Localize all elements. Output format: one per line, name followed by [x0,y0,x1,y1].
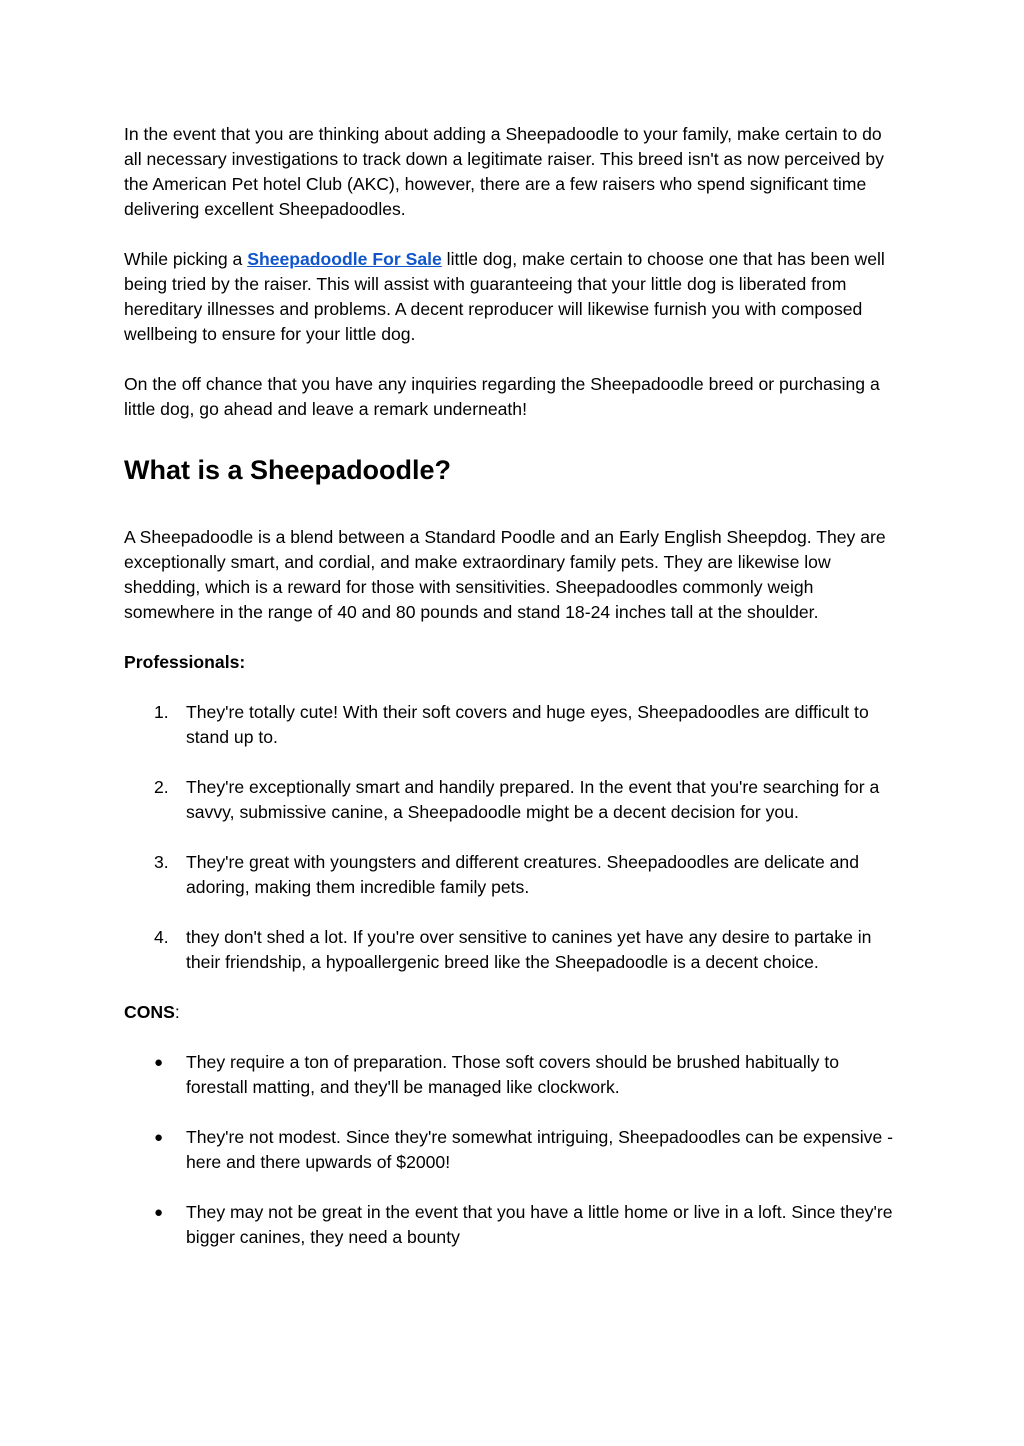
section-heading: What is a Sheepadoodle? [124,455,452,485]
sheepadoodle-for-sale-link[interactable]: Sheepadoodle For Sale [247,249,442,269]
section-paragraph: A Sheepadoodle is a blend between a Standard Poodle and an Early English Sheepdog. They are exceptionally smart, and cordial, and make extraordinary family pets. They are likewise low shedding, which is a reward for those with sensitivities. Sheepadoodles commonly weigh somewhere in the range of 40 and 80 pounds and stand 18-24 inches tall at the shoulder. [124,527,886,622]
intro-paragraph-2 [124,247,904,347]
pros-label: Professionals: [124,652,246,672]
intro-paragraph-2-after: little dog, make certain to choose one that has been well being tried by the raiser. This will assist with guaranteeing that your little dog is liberated from hereditary illnesses and problems. A decent reproducer will likewise furnish you with composed wellbeing to ensure for your little dog. [124,249,885,344]
list-item [124,850,904,900]
list-item-text: they don't shed a lot. If you're over sensitive to canines yet have any desire to partake in their friendship, a hypoallergenic breed like the Sheepadoodle is a decent choice. [186,927,872,972]
bullet-icon: ● [154,1129,164,1146]
document-page [124,122,904,1250]
bullet-icon: ● [154,1204,164,1221]
list-item [124,925,904,975]
list-number: 1. [154,702,169,722]
cons-label [124,1000,904,1025]
list-number: 3. [154,852,169,872]
cons-label-colon: : [174,1002,180,1022]
list-number: 2. [154,777,169,797]
list-item [124,1125,904,1175]
intro-paragraph-2-before: While picking a [124,249,248,269]
cons-label-text: CONS [124,1002,175,1022]
list-item-text: They require a ton of preparation. Those soft covers should be brushed habitually to forestall matting, and they'll be managed like clockwork. [186,1052,839,1097]
list-item-text: They're not modest. Since they're somewhat intriguing, Sheepadoodles can be expensive - here and there upwards of $2000! [186,1127,893,1172]
intro-paragraph-3: On the off chance that you have any inquiries regarding the Sheepadoodle breed or purchasing a little dog, go ahead and leave a remark underneath! [124,374,880,419]
intro-paragraph-1: In the event that you are thinking about adding a Sheepadoodle to your family, make certain to do all necessary investigations to track down a legitimate raiser. This breed isn't as now perceived by the American Pet hotel Club (AKC), however, there are a few raisers who spend significant time delivering excellent Sheepadoodles. [124,124,884,219]
list-item-text: They're great with youngsters and different creatures. Sheepadoodles are delicate and adoring, making them incredible family pets. [186,852,859,897]
list-item [124,700,904,750]
list-item-text: They may not be great in the event that you have a little home or live in a loft. Since they're bigger canines, they need a bounty [186,1202,893,1247]
list-item-text: They're totally cute! With their soft covers and huge eyes, Sheepadoodles are difficult to stand up to. [186,702,869,747]
pros-list [124,700,904,975]
list-number: 4. [154,927,169,947]
bullet-icon: ● [154,1054,164,1071]
list-item [124,775,904,825]
list-item [124,1200,904,1250]
cons-list [124,1050,904,1250]
list-item [124,1050,904,1100]
list-item-text: They're exceptionally smart and handily prepared. In the event that you're searching for a savvy, submissive canine, a Sheepadoodle might be a decent decision for you. [186,777,880,822]
